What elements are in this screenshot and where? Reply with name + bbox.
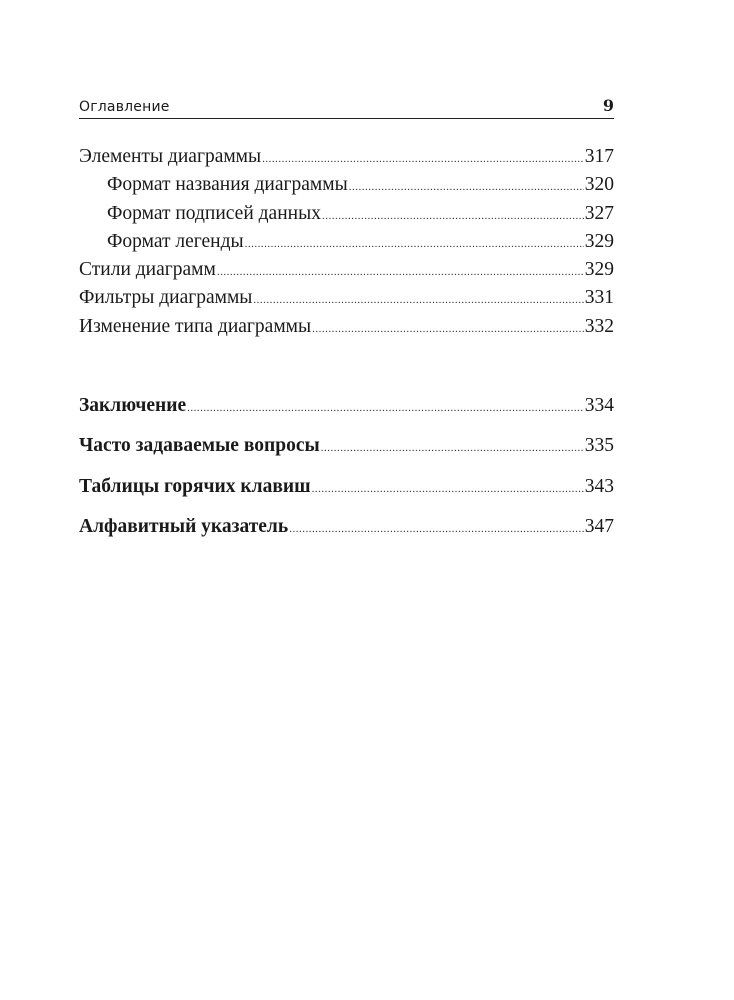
toc-entry: [79, 256, 614, 284]
toc-entry-page: 317: [584, 146, 614, 167]
toc-chapter-page: 334: [584, 395, 614, 416]
page-number: 9: [602, 96, 614, 115]
toc-chapter-page: 335: [584, 435, 614, 457]
toc-subsection-list: [79, 143, 614, 341]
dot-leader: [349, 171, 584, 201]
dot-leader: [262, 143, 584, 173]
toc-entry-title: Формат подписей данных: [107, 202, 321, 224]
toc-entry-title: Формат названия диаграммы: [107, 174, 348, 196]
toc-chapter-title: Алфавитный указатель: [79, 515, 289, 537]
dot-leader: [217, 256, 584, 286]
dot-leader: [245, 228, 584, 258]
toc-entry-title: Элементы диаграммы: [79, 146, 262, 167]
running-header: [79, 92, 614, 119]
toc-entry: [79, 284, 614, 312]
dot-leader: [312, 313, 584, 343]
dot-leader: [312, 473, 584, 503]
toc-entry-title: Изменение типа диаграммы: [79, 315, 312, 337]
running-header-title: Оглавление: [79, 99, 170, 115]
toc-chapter-page: 347: [584, 515, 614, 537]
toc-entry-page: 329: [584, 230, 614, 252]
dot-leader: [187, 392, 584, 422]
toc-entry: [79, 228, 614, 256]
toc-entry-title: Формат легенды: [107, 230, 244, 252]
toc-chapter-entry: [79, 473, 614, 513]
toc-entry: [79, 171, 614, 199]
toc-entry-page: 331: [584, 287, 614, 309]
book-page: [79, 0, 614, 1000]
toc-entry-page: 332: [584, 315, 614, 337]
toc-entry-page: 327: [584, 202, 614, 224]
toc-entry: [79, 200, 614, 228]
dot-leader: [322, 200, 584, 230]
dot-leader: [289, 513, 584, 543]
dot-leader: [321, 432, 584, 462]
toc-chapter-entry: [79, 513, 614, 553]
toc-chapter-list: [79, 392, 614, 553]
toc-entry-page: 329: [584, 259, 614, 281]
toc-entry-page: 320: [584, 174, 614, 196]
toc-chapter-title: Таблицы горячих клавиш: [79, 475, 311, 497]
toc-entry: [79, 313, 614, 341]
toc-chapter-page: 343: [584, 475, 614, 497]
toc-chapter-entry: [79, 432, 614, 472]
toc-entry: [79, 143, 614, 171]
toc-chapter-title: Заключение: [79, 395, 187, 416]
toc-chapter-entry: [79, 392, 614, 432]
dot-leader: [253, 284, 583, 314]
toc-chapter-title: Часто задаваемые вопросы: [79, 435, 320, 457]
toc-entry-title: Фильтры диаграммы: [79, 287, 253, 309]
toc-entry-title: Стили диаграмм: [79, 259, 216, 281]
